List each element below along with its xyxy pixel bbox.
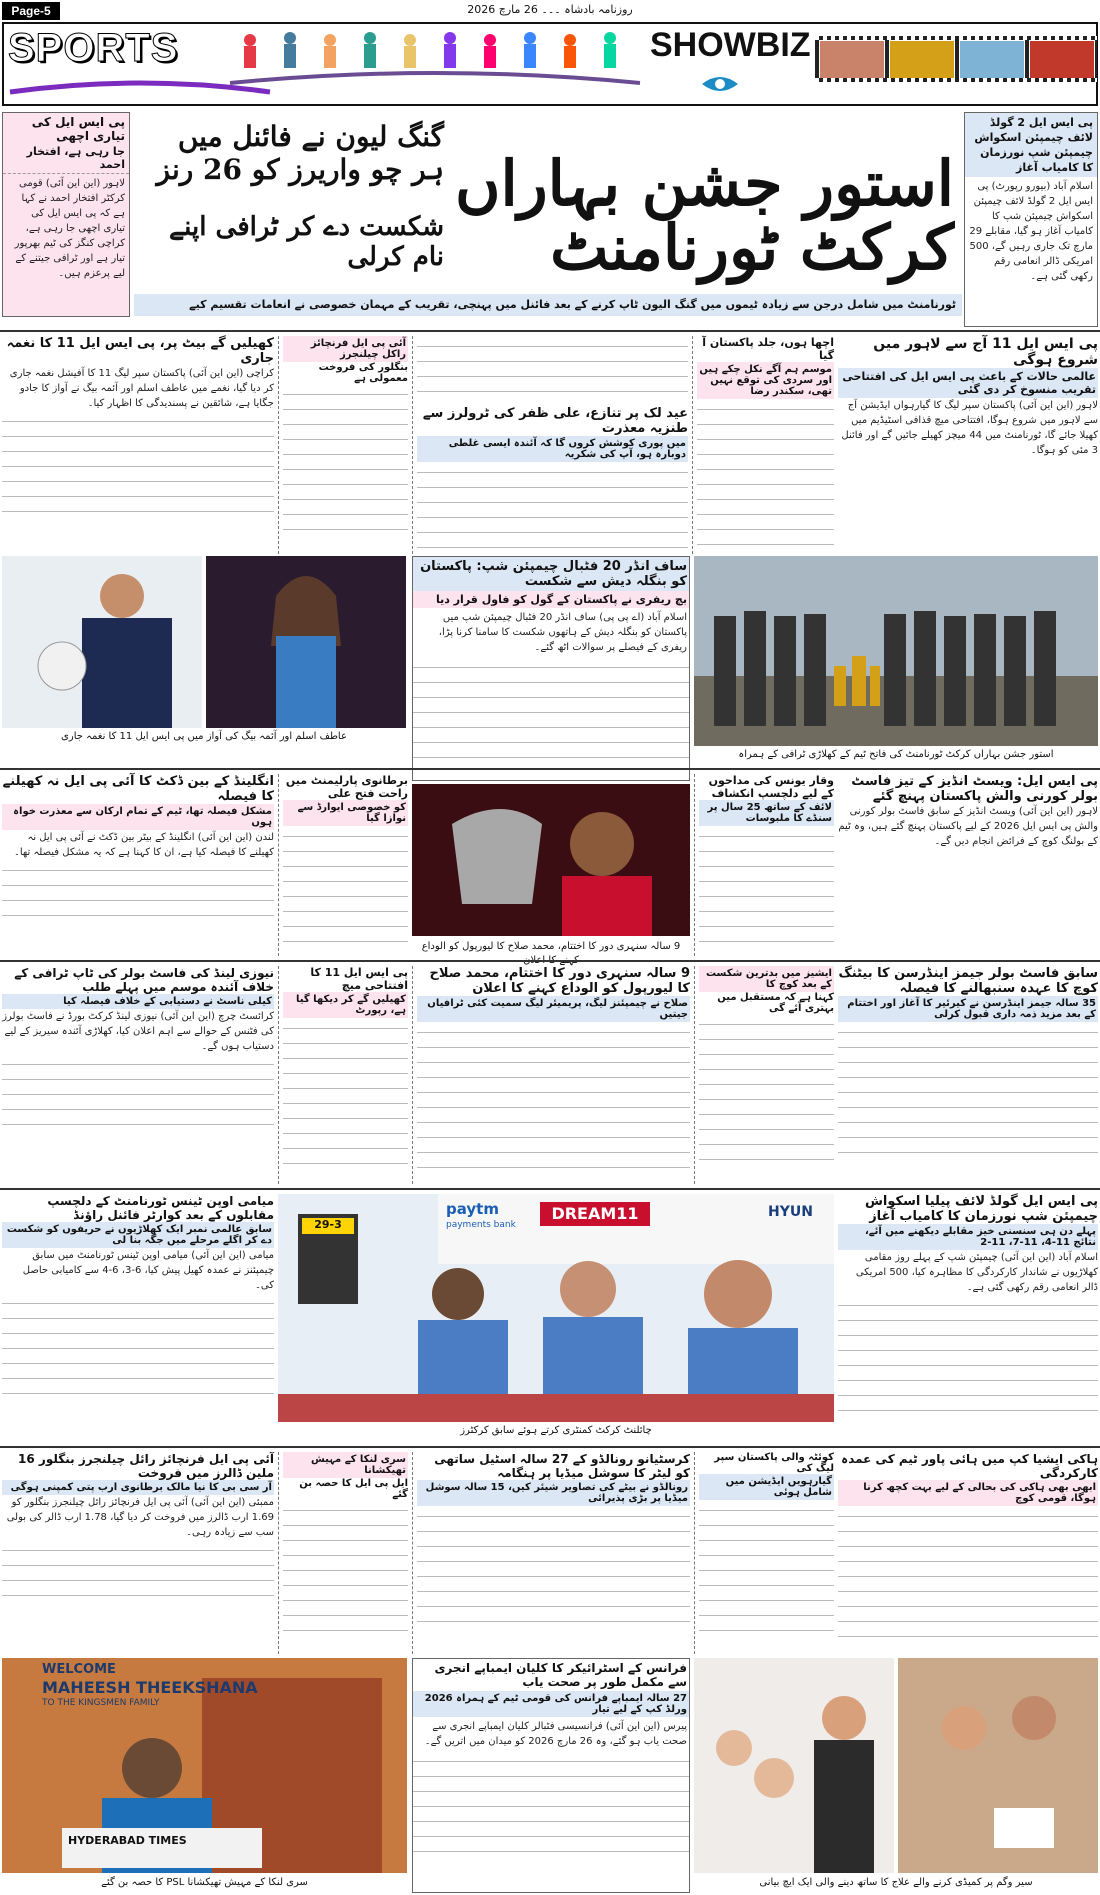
lead-kicker: گنگ لیون نے فائنل میں ہر چو واریرز کو 26 رنز <box>156 120 444 186</box>
story-headline: کھیلیں گے بیٹ پر، پی ایس ایل 11 کا نغمہ جاری <box>6 336 274 366</box>
story-subheadline: ایل پی ایل کا حصہ بن گئے <box>299 1478 408 1500</box>
quetta-story <box>694 1452 834 1654</box>
photo-caption: عاطف اسلم اور آئمہ بیگ کی آواز میں پی ایس ایل 11 کا نغمہ جاری <box>61 731 347 742</box>
section-row-3 <box>0 768 1100 966</box>
commentators-illustration <box>278 1194 834 1422</box>
story-headline: اچھا ہوں، جلد پاکستان آ گیا <box>702 336 834 362</box>
singer-figure-icon <box>206 556 406 728</box>
story-text-lines <box>699 1014 834 1174</box>
top-right-story <box>964 112 1098 327</box>
story-subheadline: کیلی ناسٹ نے دستیابی کے خلاف فیصلہ کیا <box>2 994 274 1009</box>
photo-caption: سیر وگم پر کمیڈی کرنے والے علاج کا ساتھ دینے والی ایک ایچ بیانی <box>759 1877 1033 1888</box>
ronaldo-story <box>412 1452 690 1654</box>
swoosh-decoration <box>10 78 270 98</box>
story-text-lines <box>417 462 688 558</box>
story-body: اسلام آباد (بیورو رپورٹ) پی ایس ایل 2 گولڈ لائف چیمپئن اسکواش چیمپئن شپ کا کامیاب آغاز ہو گیا، مقابلے 29 مارچ تک جاری رہیں گے، 500 امریکی ڈالر انعامی رقم رکھی گئی ہے۔ <box>969 181 1093 282</box>
story-text-lines <box>699 1500 834 1640</box>
sponsor-logo-paytm: paytm <box>446 1200 499 1218</box>
story-subheadline: پہلے دن ہی سنسنی خیز مقابلے دیکھنے میں آئے، نتائج 11-4، 11-7، 11-2 <box>838 1224 1098 1250</box>
story-headline: پی ایس ایل: ویسٹ انڈیز کے تیز فاسٹ بولر کورنی والش پاکستان پہنچ گئے <box>851 774 1098 804</box>
story-subheadline: گیارہویں ایڈیشن میں شامل ہوئی <box>699 1474 834 1500</box>
story-body: کرائسٹ چرچ (این این آئی) نیوزی لینڈ کرکٹ بورڈ نے فاسٹ بولرز کی فٹنس کے حوالے سے اہم اعلان کیا، کھلاڑی آئندہ سیریز کے لیے دستیاب ہوں گے۔ <box>2 1011 274 1052</box>
sports-title: SPORTS <box>8 26 179 70</box>
story-text-lines <box>838 1506 1098 1646</box>
poster-name: MAHEESH THEEKSHANA <box>42 1678 258 1697</box>
story-subheadline: کہنا ہے کہ مستقبل میں بہتری آئے گی <box>717 992 834 1014</box>
story-body: کراچی (این این آئی) پاکستان سپر لیگ 11 کا آفیشل نغمہ جاری کر دیا گیا، نغمے میں عاطف اسلم اور آئمہ بیگ نے آواز کا جادو جگایا ہے، شائقین نے پسندیدگی کا اظہار کیا۔ <box>9 368 274 409</box>
photo-caption: چائلنٹ کرکٹ کمنٹری کرتے ہوئے سابق کرکٹرز <box>460 1425 652 1436</box>
story-headline: پی ایس ایل 11 کا افتتاحی میچ <box>310 966 408 992</box>
story-headline: پی ایس ایل کی تیاری اچھی <box>31 115 125 143</box>
story-headline: سری لنکا کے مہیش تھیکشانا <box>283 1452 408 1478</box>
showbiz-title: SHOWBIZ <box>650 26 811 64</box>
top-left-story <box>2 112 130 317</box>
story-body: ممبئی (این این آئی) آئی پی ایل فرنچائز رائل چیلنجرز بنگلور کو 1.69 ارب ڈالرز میں فروخت کر دیا گیا، 1.78 ارب ڈالر کی بولی سب سے زیادہ رہی۔ <box>6 1497 274 1538</box>
courtney-walsh-story <box>838 774 1098 956</box>
showbiz-thumb <box>1029 40 1095 80</box>
lead-kicker-2: شکست دے کر ٹرافی اپنے نام کرلی <box>168 212 444 272</box>
nz-bowler-story <box>2 966 274 1184</box>
story-text-lines <box>283 384 408 544</box>
story-headline: سابق فاسٹ بولر جیمز اینڈرسن کا بیٹنگ کوچ کا عہدہ سنبھالنے کا فیصلہ <box>838 966 1098 996</box>
ashes-coach-story <box>694 966 834 1184</box>
story-text-lines <box>283 826 408 946</box>
story-text-lines <box>413 1751 689 1861</box>
story-text-lines <box>283 1500 408 1640</box>
story-text-lines <box>838 1022 1098 1162</box>
story-text-lines <box>417 1022 690 1172</box>
showbiz-thumb <box>819 40 885 80</box>
story-subheadline: لائف کے ساتھ 25 سال پر سنڈے کا ملبوسات <box>699 800 834 826</box>
page-header <box>0 0 1100 108</box>
family-illustration <box>694 1658 1098 1873</box>
rahat-story <box>278 774 408 956</box>
rcb-story <box>2 1452 274 1654</box>
story-subheadline: رونالڈو نے بیٹے کی تصاویر شیئر کیں، 15 سالہ سوشل میڈیا پر بڑی پذیرائی <box>417 1480 690 1506</box>
lead-headline-block <box>134 112 962 292</box>
story-text-lines <box>2 1054 274 1134</box>
story-body: اسلام آباد (این این آئی) چیمپئن شپ کے پہلے روز مقامی کھلاڑیوں نے شاندار کارکردگی کا مظاہرہ کیا، 500 امریکی ڈالر انعامی رقم رکھی گئی ہے۔ <box>855 1252 1098 1293</box>
story-body: لاہور (این این آئی) پاکستان سپر لیگ کا گیارہواں ایڈیشن آج سے لاہور میں شروع ہوگا، افتتاحی میچ قذافی اسٹیڈیم میں کھیلا جائے گا، ٹورنامنٹ میں 44 میچز کھیلے جائیں گے اور فائنل 3 مئی کو ہوگا۔ <box>841 400 1098 456</box>
photo-caption: سری لنکا کے مہیش تھیکشانا PSL کا حصہ بن گئے <box>101 1877 308 1888</box>
story-headline: ہاکی ایشیا کپ میں ہائی پاور ٹیم کی عمدہ کارکردگی <box>841 1452 1098 1480</box>
team-with-trophies-illustration <box>694 556 1098 746</box>
story-subheadline: کھیلیں گے کر دیکھا گیا ہے، رپورٹ <box>283 992 408 1018</box>
maheesh-brief <box>278 1452 408 1654</box>
salah-farewell-story <box>412 966 690 1184</box>
story-subheadline: 35 سالہ جیمز اینڈرسن نے کیرئیر کا آغاز اور اختتام کے بعد مزید ذمہ داری قبول کرلی <box>838 996 1098 1022</box>
family-photo <box>694 1658 1098 1893</box>
film-perforation <box>815 78 1097 82</box>
story-subheadline: 27 سالہ ایمباپے فرانس کی قومی ٹیم کے ہمراہ 2026 ورلڈ کپ کے لیے تیار <box>413 1691 689 1717</box>
showbiz-thumb <box>959 40 1025 80</box>
story-headline: عید لک پر تنازع، علی ظفر کی ٹرولرز سے طنزیہ معذرت <box>422 406 688 436</box>
ben-duckett-story <box>2 774 274 956</box>
story-headline: پی ایس ایل 11 آج سے لاہور میں شروع ہوگی <box>873 336 1098 368</box>
cricket-team-photo <box>694 556 1098 766</box>
singer-figure-icon <box>2 556 202 728</box>
story-headline: کوئٹہ والی پاکستان سپر لیگ کی <box>714 1452 834 1474</box>
story-text-lines <box>283 1018 408 1168</box>
sikandar-story <box>692 336 834 554</box>
lead-title: استور جشن بہاراں کرکٹ ٹورنامنٹ <box>454 147 954 284</box>
sponsor-logo-dream11: DREAM11 <box>540 1202 650 1226</box>
story-headline: آئی پی ایل فرنچائز رائل چیلنجرز بنگلور 16 ملین ڈالرز میں فروخت <box>18 1452 274 1480</box>
story-headline: کرسٹیانو رونالڈو کے 27 سالہ اسٹیل ساتھی کو لیٹر کا سوشل میڈیا پر ہنگامہ <box>434 1452 690 1480</box>
ali-zafar-story <box>412 336 688 554</box>
story-headline: فرانس کے اسٹرائیکر کا کلیان ایمباپے انجری سے مکمل طور پر صحت یاب <box>434 1661 687 1689</box>
story-subheadline: آر سی بی کا نیا مالک برطانوی ارب پتی کمپنی ہوگی <box>2 1480 274 1495</box>
section-row-2 <box>0 330 1100 555</box>
squash-story <box>838 1194 1098 1442</box>
story-subheadline: جا رہی ہے، افتخار احمد <box>3 145 129 174</box>
story-text-lines <box>2 1540 274 1600</box>
story-subheadline: میں پوری کوشش کروں گا کہ آئندہ ایسی غلطی دوبارہ ہو، آپ کی شکریہ <box>417 436 688 462</box>
story-headline: 9 سالہ سنہری دور کا اختتام، محمد صلاح کا لیورپول کو الوداع کہنے کا اعلان <box>429 966 690 996</box>
showbiz-thumb <box>889 40 955 80</box>
page-number: Page-5 <box>2 2 60 20</box>
scoreboard: 29-3 <box>302 1218 354 1234</box>
psl-start-story <box>838 336 1098 554</box>
atif-aslam-photo <box>2 556 202 728</box>
poster-tagline: TO THE KINGSMEN FAMILY <box>42 1698 160 1708</box>
story-headline: میامی اوپن ٹینس ٹورنامنٹ کے دلچسپ مقابلوں کے بعد کوارٹر فائنل راؤنڈ <box>47 1194 274 1222</box>
story-text-lines <box>413 657 689 767</box>
story-headline: ایشیز میں بدترین شکست کے بعد کوچ کا <box>699 966 834 992</box>
story-subheadline: موسم ہم آگے نکل چکے ہیں اور سردی کی توقع نہیں تھی، سکندر رضا <box>697 362 834 399</box>
salah-photo <box>412 784 690 966</box>
hockey-story <box>838 1452 1098 1654</box>
story-text-lines <box>2 1293 274 1403</box>
photo-caption: 9 سالہ سنہری دور کا اختتام، محمد صلاح کا لیورپول کو الوداع کہنے کا اعلان <box>421 941 681 966</box>
story-headline: پی ایس ایل گولڈ لائف پیلیا اسکواش چیمپئن شپ نورزمان کا کامیاب آغاز <box>864 1194 1098 1224</box>
story-subheadline: مشکل فیصلہ تھا، ٹیم کے تمام ارکان سے معذرت خواہ ہوں <box>2 804 274 830</box>
story-body: لاہور (این این آئی) قومی کرکٹر افتخار احمد نے کہا ہے کہ پی ایس ایل کی تیاری اچھی جا رہی ہے، کراچی کنگز کی ٹیم بھرپور تیار ہے اور ٹرافی جیتنے کے لیے پرعزم ہیں۔ <box>14 178 125 279</box>
story-text-lines <box>417 336 688 406</box>
salah-with-trophy-illustration <box>412 784 690 936</box>
story-headline: انگلینڈ کے بین ڈکٹ کا آئی پی ایل نہ کھیلنے کا فیصلہ <box>2 774 274 804</box>
maheesh-poster <box>2 1658 407 1893</box>
mbappe-story <box>412 1658 690 1893</box>
waqar-story <box>694 774 834 956</box>
psl-opening-brief <box>278 966 408 1184</box>
saaf-football-story <box>412 556 690 781</box>
showbiz-filmstrip <box>815 36 1097 82</box>
athletes-illustration <box>230 28 640 90</box>
story-text-lines <box>838 1295 1098 1425</box>
section-row-6 <box>0 1446 1100 1656</box>
story-headline: وقار یونس کی مداحوں کے لیے دلچسپ انکشاف <box>708 774 834 800</box>
story-headline: برطانوی پارلیمنٹ میں راحت فتح علی <box>285 774 408 800</box>
sponsor-tagline: payments bank <box>446 1220 516 1230</box>
story-headline: آئی پی ایل فرنچائز راکل چیلنجرز <box>283 336 408 362</box>
psl-anthem-story <box>2 336 274 554</box>
story-subheadline: صلاح نے چیمپئنز لیگ، پریمیئر لیگ سمیت کئی ٹرافیاں جیتیں <box>417 996 690 1022</box>
section-row-5 <box>0 1188 1100 1443</box>
eye-logo-icon <box>700 72 740 96</box>
rcb-sale-brief <box>278 336 408 554</box>
story-subheadline: بچ ریفری نے پاکستان کے گول کو فاول قرار دیا <box>413 591 689 608</box>
story-subheadline: ابھی بھی ہاکی کی بحالی کے لیے بہت کچھ کرنا ہوگا، قومی کوچ <box>838 1480 1098 1506</box>
miami-open-story <box>2 1194 274 1442</box>
aima-baig-photo <box>206 556 406 728</box>
story-body: پیرس (این این آئی) فرانسیسی فٹبالر کلیان ایمباپے انجری سے صحت یاب ہو گئے، وہ 26 مارچ 2026 کو میدان میں اتریں گے۔ <box>424 1721 687 1747</box>
sponsor-logo-hyundai: HYUN <box>768 1204 813 1220</box>
poster-newspaper: HYDERABAD TIMES <box>68 1834 187 1847</box>
story-text-lines <box>2 860 274 920</box>
story-body: میامی (این این آئی) میامی اوپن ٹینس ٹورنامنٹ میں سابق چیمپئنز نے عمدہ کھیل پیش کیا، 6-3، 6-4 سے کامیابی حاصل کی۔ <box>22 1250 274 1291</box>
masthead-dateline: روزنامہ بادشاہ ۔۔۔ 26 مارچ 2026 <box>467 3 633 16</box>
poster-welcome: WELCOME <box>42 1662 116 1677</box>
story-subheadline: سابق عالمی نمبر ایک کھلاڑیوں نے حریفوں کو شکست دے کر اگلے مرحلے میں جگہ بنا لی <box>2 1222 274 1248</box>
story-headline: ساف انڈر 20 فٹبال چیمپئن شپ: پاکستان کو بنگلہ دیش سے شکست <box>413 557 689 591</box>
lead-strap: ٹورنامنٹ میں شامل درجن سے زیادہ ٹیموں میں گنگ الیون ٹاپ کرنے کے بعد فائنل میں پہنچی، تقریب کے مہمان خصوصی نے انعامات تقسیم کیے <box>134 294 962 316</box>
story-text-lines <box>417 1506 690 1636</box>
story-headline: پی ایس ایل 2 گولڈ لائف چیمپئن اسکواش چیمپئن شپ نورزمان کا کامیاب آغاز <box>965 113 1097 177</box>
story-subheadline: عالمی حالات کے باعث پی ایس ایل کی افتتاحی تقریب منسوخ کر دی گئی <box>838 368 1098 398</box>
story-subheadline: بنگلور کی فروخت معمولی ہے <box>318 362 408 384</box>
story-headline: نیوزی لینڈ کی فاسٹ بولر کی ٹاپ ٹرافی کے خلاف آئندہ موسم میں پہلے طلب <box>14 966 274 994</box>
story-text-lines <box>2 411 274 521</box>
section-row-4 <box>0 960 1100 1185</box>
anderson-story <box>838 966 1098 1184</box>
story-body: اسلام آباد (اے پی پی) ساف انڈر 20 فٹبال چیمپئن شپ میں پاکستان کو بنگلہ دیش کے ہاتھوں شکست کا سامنا کرنا پڑا، ریفری کے فیصلے پر سوالات اٹھ گئے۔ <box>438 612 687 653</box>
story-text-lines <box>697 399 834 549</box>
photo-caption: استور جشن بہاراں کرکٹ ٹورنامنٹ کی فاتح ٹیم کے کھلاڑی ٹرافی کے ہمراہ <box>738 749 1054 760</box>
story-body: لندن (این این آئی) انگلینڈ کے بیٹر بین ڈکٹ نے آئی پی ایل نہ کھیلنے کا فیصلہ کیا ہے، ان کا کہنا ہے کہ یہ مشکل فیصلہ تھا۔ <box>13 832 274 858</box>
story-body: لاہور (این این آئی) ویسٹ انڈیز کے سابق فاسٹ بولر کورنی والش پی ایس ایل 2026 کے لیے پاکستان پہنچ گئے ہیں، وہ ٹیم کے بولنگ کوچ کے فرائض انجام دیں گے۔ <box>838 806 1098 847</box>
singers-photo <box>2 556 407 748</box>
story-text-lines <box>699 826 834 946</box>
story-subheadline: کو خصوصی ایوارڈ سے نوازا گیا <box>283 800 408 826</box>
commentary-photo <box>278 1194 834 1442</box>
